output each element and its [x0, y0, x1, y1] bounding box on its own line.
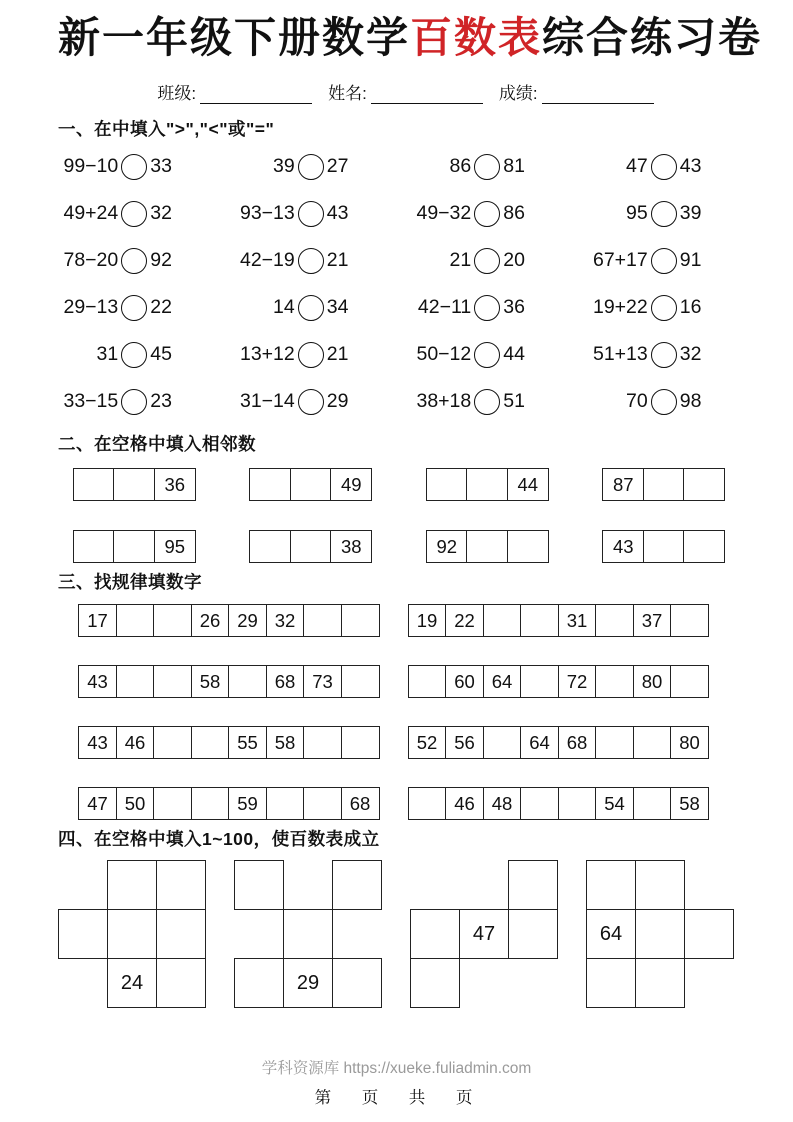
blank-cell[interactable] [283, 909, 333, 959]
given-cell: 95 [154, 530, 196, 563]
given-cell: 44 [507, 468, 549, 501]
answer-circle[interactable] [651, 342, 677, 368]
blank-cell[interactable] [558, 787, 597, 820]
given-cell: 52 [408, 726, 447, 759]
score-field [499, 79, 654, 104]
blank-cell[interactable] [520, 604, 559, 637]
blank-cell[interactable] [58, 909, 108, 959]
comparison-problem [46, 378, 223, 425]
blank-cell[interactable] [156, 860, 206, 910]
given-cell: 68 [558, 726, 597, 759]
expression: 20 [503, 249, 525, 271]
given-cell: 58 [266, 726, 305, 759]
page-footer [0, 1056, 793, 1108]
expression: 51+13 [592, 343, 648, 365]
blank-cell[interactable] [303, 726, 342, 759]
blank-cell[interactable] [466, 530, 508, 563]
expression: 95 [626, 202, 648, 224]
blank-cell[interactable] [153, 604, 192, 637]
expression: 39 [679, 202, 702, 224]
pattern-row1 [78, 604, 753, 637]
blank-cell[interactable] [156, 958, 206, 1008]
given-cell: 48 [483, 787, 522, 820]
expression: 39 [273, 155, 295, 177]
given-cell: 55 [228, 726, 267, 759]
blank-cell[interactable] [113, 530, 155, 563]
given-cell: 17 [78, 604, 117, 637]
comparison-problem [223, 284, 400, 331]
answer-circle[interactable] [474, 248, 500, 274]
expression: 29 [326, 390, 349, 412]
name-field [328, 79, 483, 104]
answer-circle[interactable] [474, 295, 500, 321]
answer-circle[interactable] [651, 389, 677, 415]
blank-cell[interactable] [303, 604, 342, 637]
given-cell: 49 [330, 468, 372, 501]
given-cell: 36 [154, 468, 196, 501]
expression: 42−19 [239, 249, 295, 271]
blank-cell[interactable] [191, 726, 230, 759]
blank-cell[interactable] [116, 665, 155, 698]
title-prefix: 新一年级下册数学 [58, 14, 411, 61]
given-cell: 22 [445, 604, 484, 637]
blank-cell[interactable] [520, 787, 559, 820]
given-cell: 59 [228, 787, 267, 820]
blank-cell[interactable] [191, 787, 230, 820]
blank-cell[interactable] [635, 958, 685, 1008]
blank-cell[interactable] [507, 530, 549, 563]
expression: 14 [273, 296, 295, 318]
expression: 49+24 [63, 202, 119, 224]
pattern-row4 [78, 787, 753, 820]
blank-cell[interactable] [643, 468, 685, 501]
given-cell: 80 [633, 665, 672, 698]
answer-circle[interactable] [298, 248, 324, 274]
blank-cell[interactable] [107, 909, 157, 959]
blank-cell[interactable] [633, 787, 672, 820]
given-cell: 47 [459, 909, 509, 959]
given-cell: 56 [445, 726, 484, 759]
blank-cell[interactable] [508, 860, 558, 910]
comparison-problem [46, 331, 223, 378]
answer-circle[interactable] [651, 248, 677, 274]
blank-cell[interactable] [586, 860, 636, 910]
given-cell: 50 [116, 787, 155, 820]
blank-cell[interactable] [466, 468, 508, 501]
comparison-problem [576, 378, 753, 425]
expression: 49−32 [416, 202, 472, 224]
given-cell: 60 [445, 665, 484, 698]
given-cell: 68 [266, 665, 305, 698]
expression: 43 [679, 155, 702, 177]
pattern-strip [78, 665, 380, 698]
blank-cell[interactable] [341, 604, 380, 637]
expression: 86 [449, 155, 472, 177]
expression: 81 [503, 155, 525, 177]
expression: 31−14 [239, 390, 295, 412]
section3-heading: 三、找规律填数字 [58, 572, 202, 592]
page-title [58, 14, 763, 62]
pattern-strip [408, 604, 710, 637]
comparison-problem [399, 143, 576, 190]
given-cell: 72 [558, 665, 597, 698]
blank-cell[interactable] [153, 665, 192, 698]
given-cell: 64 [520, 726, 559, 759]
blank-cell[interactable] [408, 665, 447, 698]
answer-circle[interactable] [474, 154, 500, 180]
answer-circle[interactable] [121, 248, 147, 274]
given-cell: 29 [228, 604, 267, 637]
blank-cell[interactable] [595, 665, 634, 698]
expression: 45 [150, 343, 172, 365]
adjacent-strip [426, 468, 549, 501]
blank-cell[interactable] [670, 665, 709, 698]
adjacent-strip [249, 468, 372, 501]
blank-cell[interactable] [483, 726, 522, 759]
blank-cell[interactable] [683, 530, 725, 563]
pattern-strip [408, 726, 710, 759]
blank-cell[interactable] [228, 665, 267, 698]
comparison-problem [399, 331, 576, 378]
expression: 13+12 [239, 343, 295, 365]
given-cell: 43 [602, 530, 644, 563]
expression: 23 [150, 390, 172, 412]
expression: 98 [679, 390, 702, 412]
pattern-row2 [78, 665, 753, 698]
blank-cell[interactable] [635, 909, 685, 959]
class-field [157, 79, 312, 104]
blank-cell[interactable] [408, 787, 447, 820]
answer-circle[interactable] [474, 389, 500, 415]
given-cell: 37 [633, 604, 672, 637]
expression: 67+17 [592, 249, 648, 271]
given-cell: 43 [78, 726, 117, 759]
expression: 22 [150, 296, 172, 318]
answer-circle[interactable] [121, 342, 147, 368]
adjacent-strip [249, 530, 372, 563]
comparison-problem [399, 190, 576, 237]
blank-cell[interactable] [520, 665, 559, 698]
title-highlight: 百数表 [410, 14, 543, 61]
expression: 21 [449, 249, 472, 271]
comparison-problem [223, 378, 400, 425]
expression: 99−10 [63, 155, 119, 177]
pattern-strip [408, 665, 710, 698]
expression: 19+22 [592, 296, 648, 318]
answer-circle[interactable] [121, 389, 147, 415]
name-field-line[interactable] [371, 86, 483, 104]
adjacent-strip [426, 530, 549, 563]
blank-cell[interactable] [483, 604, 522, 637]
pattern-strip [78, 604, 380, 637]
answer-circle[interactable] [474, 342, 500, 368]
expression: 36 [503, 296, 525, 318]
pattern-row3 [78, 726, 753, 759]
expression: 43 [326, 202, 349, 224]
pattern-strip [408, 787, 710, 820]
blank-cell[interactable] [595, 726, 634, 759]
answer-circle[interactable] [651, 154, 677, 180]
expression: 21 [326, 249, 349, 271]
blank-cell[interactable] [234, 860, 284, 910]
score-label: 成绩: [498, 84, 538, 103]
adjacent-strip [602, 468, 725, 501]
blank-cell[interactable] [113, 468, 155, 501]
comparison-problem [576, 237, 753, 284]
expression: 34 [326, 296, 349, 318]
adjacent-strip [73, 530, 196, 563]
comparison-problem [46, 237, 223, 284]
comparison-problem [576, 331, 753, 378]
blank-cell[interactable] [153, 726, 192, 759]
given-cell: 64 [586, 909, 636, 959]
comparison-problem [223, 237, 400, 284]
comparison-problem [399, 378, 576, 425]
given-cell: 58 [191, 665, 230, 698]
given-cell: 80 [670, 726, 709, 759]
given-cell: 24 [107, 958, 157, 1008]
blank-cell[interactable] [266, 787, 305, 820]
name-label: 姓名: [328, 84, 367, 103]
blank-cell[interactable] [290, 468, 332, 501]
blank-cell[interactable] [508, 909, 558, 959]
answer-circle[interactable] [298, 295, 324, 321]
expression: 86 [503, 202, 525, 224]
pattern-strip [78, 787, 380, 820]
blank-cell[interactable] [249, 530, 291, 563]
blank-cell[interactable] [116, 604, 155, 637]
pattern-strip [78, 726, 380, 759]
blank-cell[interactable] [153, 787, 192, 820]
hundred-chart-pieces [58, 860, 753, 1009]
given-cell: 64 [483, 665, 522, 698]
hundred-chart-piece [586, 860, 736, 1009]
blank-cell[interactable] [586, 958, 636, 1008]
answer-circle[interactable] [298, 154, 324, 180]
blank-cell[interactable] [332, 860, 382, 910]
blank-cell[interactable] [635, 860, 685, 910]
expression: 50−12 [416, 343, 472, 365]
given-cell: 29 [283, 958, 333, 1008]
blank-cell[interactable] [426, 468, 468, 501]
expression: 51 [503, 390, 525, 412]
given-cell: 54 [595, 787, 634, 820]
blank-cell[interactable] [234, 958, 284, 1008]
answer-circle[interactable] [121, 295, 147, 321]
answer-circle[interactable] [651, 295, 677, 321]
expression: 31 [96, 343, 119, 365]
blank-cell[interactable] [249, 468, 291, 501]
given-cell: 73 [303, 665, 342, 698]
given-cell: 19 [408, 604, 447, 637]
blank-cell[interactable] [332, 958, 382, 1008]
blank-cell[interactable] [684, 909, 734, 959]
title-suffix: 综合练习卷 [542, 14, 763, 61]
given-cell: 46 [445, 787, 484, 820]
blank-cell[interactable] [595, 604, 634, 637]
blank-cell[interactable] [156, 909, 206, 959]
blank-cell[interactable] [303, 787, 342, 820]
comparison-problem [399, 284, 576, 331]
comparison-problem [223, 331, 400, 378]
expression: 44 [503, 343, 525, 365]
score-field-line[interactable] [542, 86, 654, 104]
comparison-problem [576, 143, 753, 190]
comparison-problem [46, 190, 223, 237]
adjacent-strips-row2 [46, 530, 752, 563]
class-label: 班级: [157, 84, 197, 103]
given-cell: 87 [602, 468, 644, 501]
given-cell: 58 [670, 787, 709, 820]
given-cell: 26 [191, 604, 230, 637]
section1-heading: 一、在中填入">","<"或"=" [58, 119, 275, 139]
expression: 38+18 [416, 390, 472, 412]
given-cell: 38 [330, 530, 372, 563]
answer-circle[interactable] [121, 154, 147, 180]
answer-circle[interactable] [298, 201, 324, 227]
header-fields [58, 79, 753, 104]
given-cell: 32 [266, 604, 305, 637]
comparison-problem [46, 284, 223, 331]
blank-cell[interactable] [341, 665, 380, 698]
blank-cell[interactable] [670, 604, 709, 637]
expression: 93−13 [239, 202, 295, 224]
expression: 29−13 [63, 296, 119, 318]
given-cell: 31 [558, 604, 597, 637]
blank-cell[interactable] [341, 726, 380, 759]
comparison-grid [46, 143, 752, 425]
comparison-problem [399, 237, 576, 284]
blank-cell[interactable] [410, 958, 460, 1008]
expression: 47 [626, 155, 648, 177]
expression: 27 [326, 155, 349, 177]
blank-cell[interactable] [683, 468, 725, 501]
blank-cell[interactable] [290, 530, 332, 563]
adjacent-strip [602, 530, 725, 563]
blank-cell[interactable] [633, 726, 672, 759]
given-cell: 92 [426, 530, 468, 563]
class-field-line[interactable] [200, 86, 312, 104]
comparison-problem [576, 190, 753, 237]
comparison-problem [576, 284, 753, 331]
section4-heading: 四、在空格中填入1~100，使百数表成立 [58, 829, 380, 849]
answer-circle[interactable] [474, 201, 500, 227]
given-cell: 46 [116, 726, 155, 759]
blank-cell[interactable] [73, 468, 115, 501]
hundred-chart-piece [58, 860, 208, 1009]
source-link[interactable]: 学科资源库 https://xueke.fuliadmin.com [261, 1060, 532, 1077]
page-number: 第 页 共 页 [314, 1089, 479, 1107]
answer-circle[interactable] [298, 342, 324, 368]
hundred-chart-piece [410, 860, 560, 1009]
given-cell: 47 [78, 787, 117, 820]
given-cell: 43 [78, 665, 117, 698]
expression: 32 [679, 343, 702, 365]
comparison-problem [46, 143, 223, 190]
expression: 78−20 [63, 249, 119, 271]
blank-cell[interactable] [643, 530, 685, 563]
given-cell: 68 [341, 787, 380, 820]
comparison-problem [223, 190, 400, 237]
expression: 92 [150, 249, 172, 271]
expression: 33−15 [63, 390, 119, 412]
expression: 70 [626, 390, 648, 412]
blank-cell[interactable] [107, 860, 157, 910]
blank-cell[interactable] [410, 909, 460, 959]
adjacent-strip [73, 468, 196, 501]
comparison-problem [223, 143, 400, 190]
expression: 33 [150, 155, 172, 177]
expression: 91 [679, 249, 702, 271]
expression: 21 [326, 343, 349, 365]
answer-circle[interactable] [651, 201, 677, 227]
blank-cell[interactable] [73, 530, 115, 563]
section2-heading: 二、在空格中填入相邻数 [58, 434, 256, 454]
expression: 16 [679, 296, 702, 318]
adjacent-strips-row1 [46, 468, 752, 501]
expression: 32 [150, 202, 172, 224]
answer-circle[interactable] [121, 201, 147, 227]
answer-circle[interactable] [298, 389, 324, 415]
hundred-chart-piece [234, 860, 384, 1009]
expression: 42−11 [417, 296, 472, 318]
